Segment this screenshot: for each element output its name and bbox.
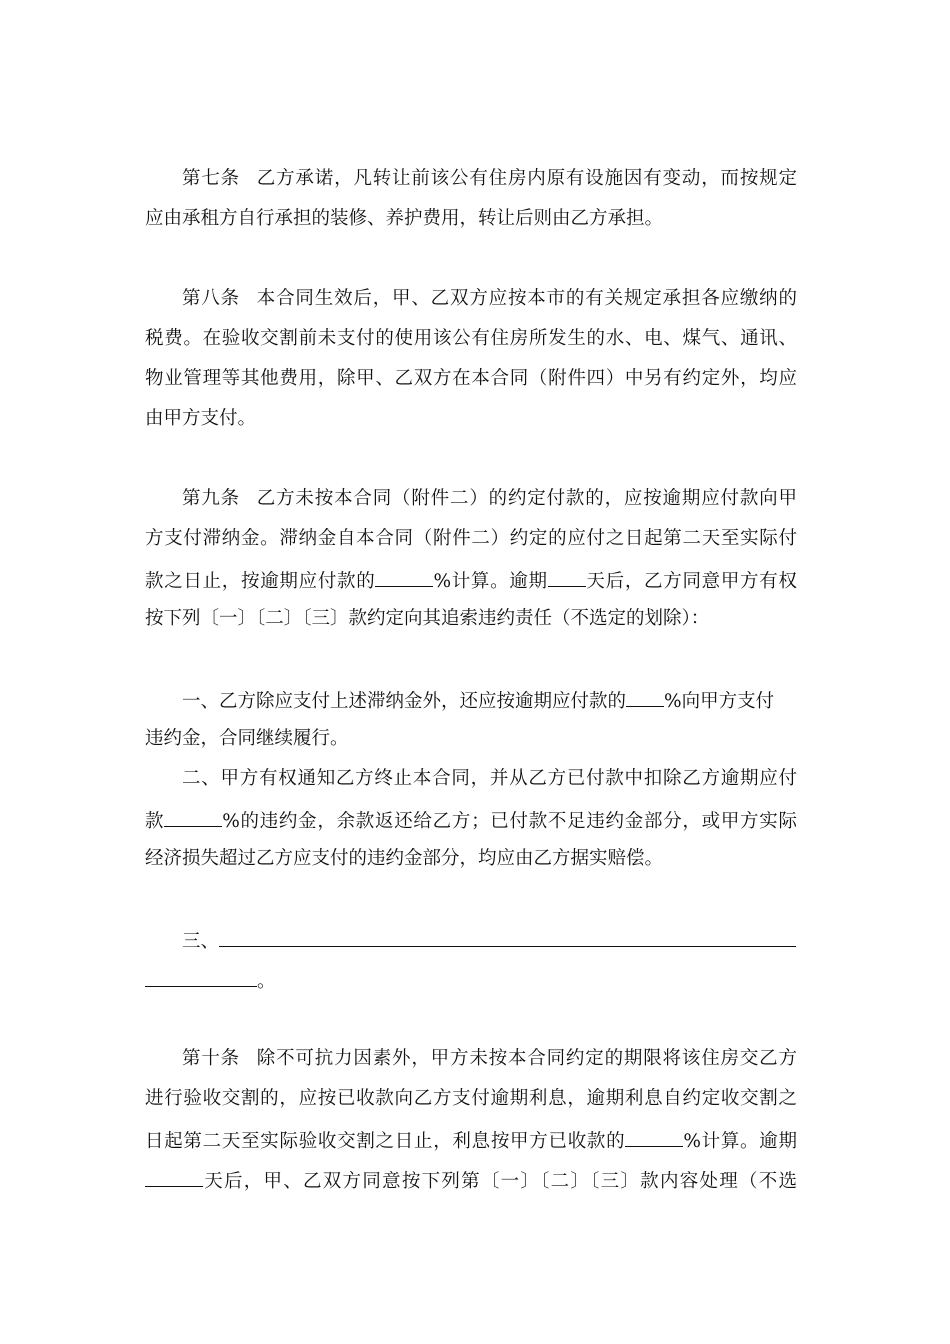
clause3-long-blank[interactable] [219,926,796,947]
overdue-days-blank[interactable] [548,566,586,587]
clause3-end-blank[interactable] [145,966,257,987]
article7-line2: 应由承租方自行承担的装修、养护费用，转让后则由乙方承担。 [145,208,664,229]
late-fee-rate-blank[interactable] [375,566,433,587]
article8-line2: 税费。在验收交割前未支付的使用该公有住房所发生的水、电、煤气、通讯、 [145,328,797,349]
clause1-line1: 一、乙方除应支付上述滞纳金外，还应按逾期应付款的 %向甲方支付 [182,686,797,715]
clause3-line1 [182,926,797,955]
clause3-line2: 。 [145,966,797,995]
clause2-line3: 经济损失超过乙方应支付的违约金部分，均应由乙方据实赔偿。 [145,848,664,869]
penalty-rate-blank[interactable] [626,686,664,707]
article9-line4: 按下列〔一〕〔二〕〔三〕款约定向其追索违约责任（不选定的划除）： [145,608,710,629]
article7-line1: 第七条 乙方承诺，凡转让前该公有住房内原有设施因有变动，而按规定 [182,168,797,189]
clause2-line2: 款 %的违约金，余款返还给乙方；已付款不足违约金部分，或甲方实际 [145,806,797,835]
termination-penalty-rate-blank[interactable] [164,806,222,827]
delay-days-blank[interactable] [145,1166,203,1187]
article10-line3: 日起第二天至实际验收交割之日止，利息按甲方已收款的 %计算。逾期 [145,1126,797,1155]
article10-heading: 第十条 [182,1048,240,1069]
article10-line4: 天后，甲、乙双方同意按下列第〔一〕〔二〕〔三〕款内容处理（不选 [145,1166,797,1195]
article9-line1: 第九条 乙方未按本合同（附件二）的约定付款的，应按逾期应付款向甲 [182,488,797,509]
article9-line2: 方支付滞纳金。滞纳金自本合同（附件二）约定的应付之日起第二天至实际付 [145,528,797,549]
clause1-line2: 违约金，合同继续履行。 [145,728,349,749]
article7-heading: 第七条 [182,168,240,189]
clause2-line1: 二、甲方有权通知乙方终止本合同，并从乙方已付款中扣除乙方逾期应付 [182,768,797,789]
clause3-label: 三、 [182,931,220,952]
article9-heading: 第九条 [182,488,240,509]
article8-heading: 第八条 [182,288,240,309]
article10-line1: 第十条 除不可抗力因素外，甲方未按本合同约定的期限将该住房交乙方 [182,1048,797,1069]
article8-line4: 由甲方支付。 [145,408,257,429]
article8-line3: 物业管理等其他费用，除甲、乙双方在本合同（附件四）中另有约定外，均应 [145,368,797,389]
interest-rate-blank[interactable] [625,1126,683,1147]
article10-line2: 进行验收交割的，应按已收款向乙方支付逾期利息，逾期利息自约定收交割之 [145,1088,797,1109]
article8-line1: 第八条 本合同生效后，甲、乙双方应按本市的有关规定承担各应缴纳的 [182,288,797,309]
article9-line3: 款之日止，按逾期应付款的 %计算。逾期 天后，乙方同意甲方有权 [145,566,797,595]
